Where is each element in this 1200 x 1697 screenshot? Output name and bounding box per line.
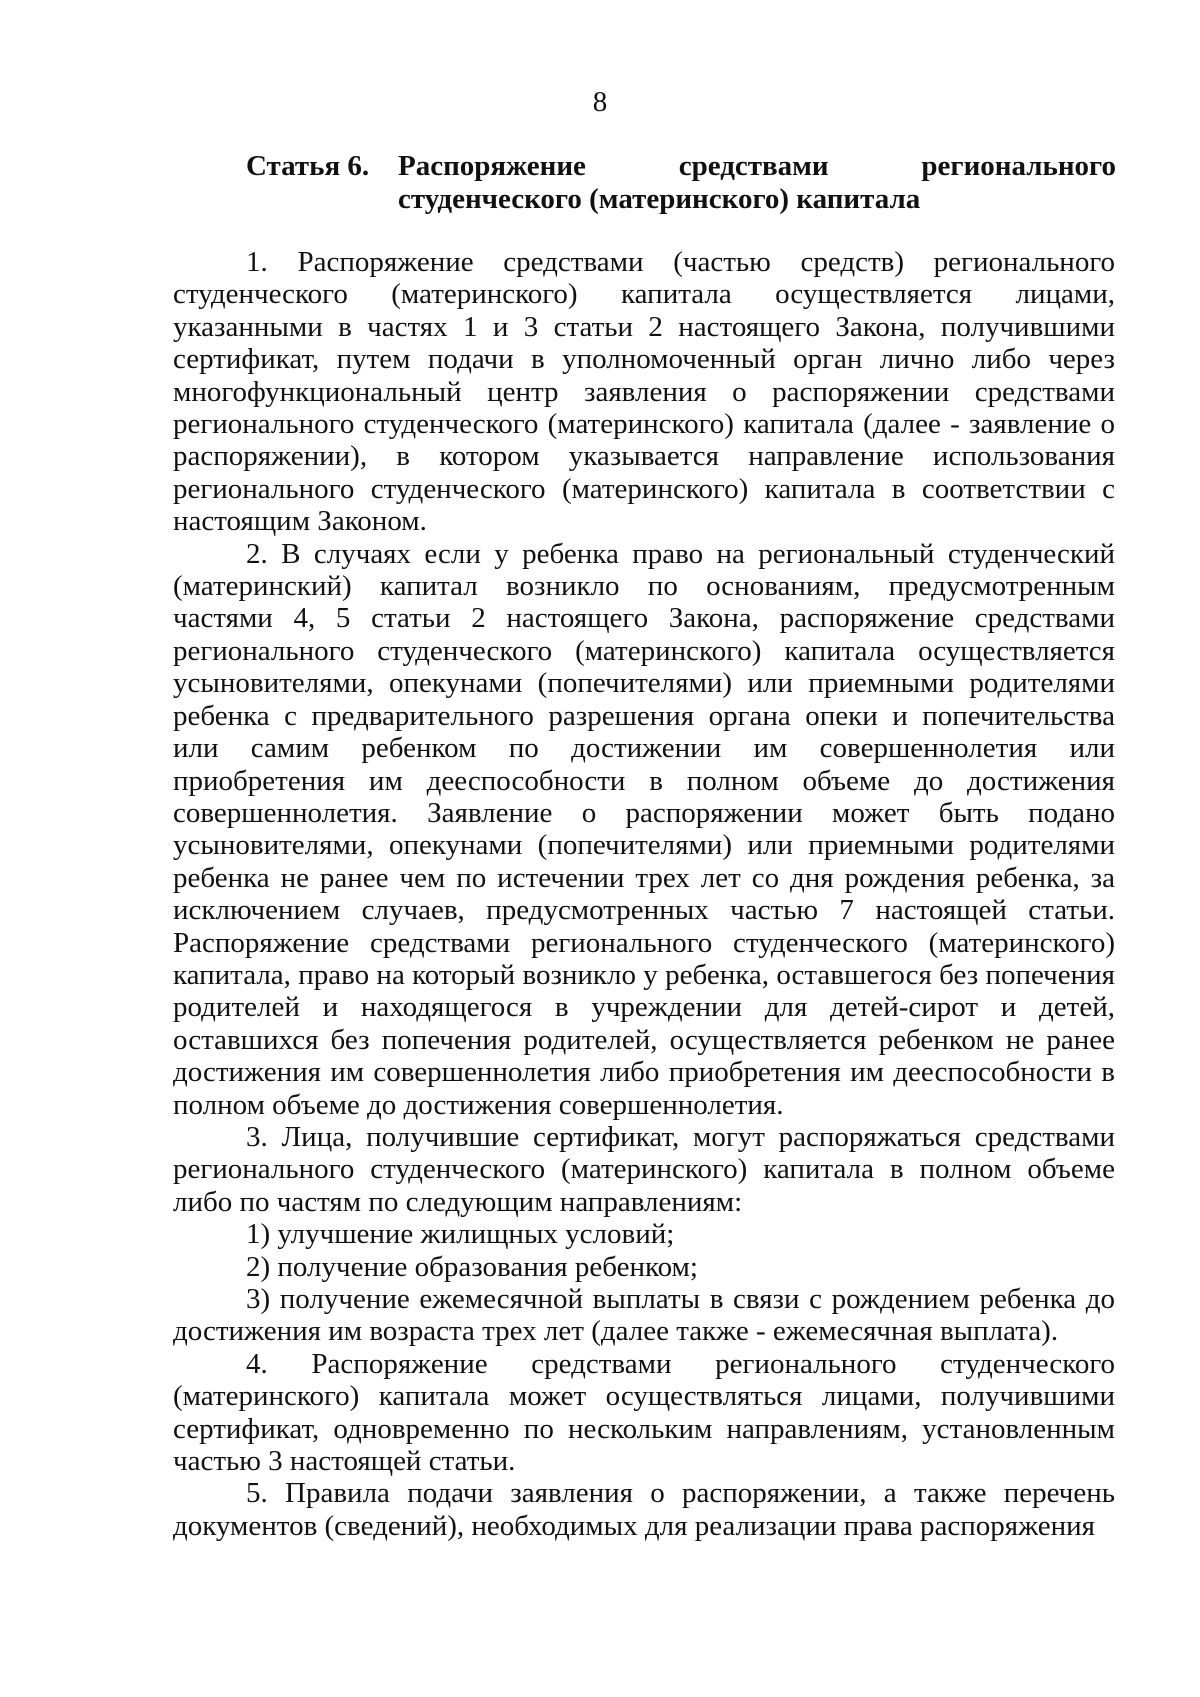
paragraph-part-4: 4. Распоряжение средствами регионального студенческого (материнского) капитала может осуществляться лицами, получившими сертификат, одновременно по нескольким направлениям, установленным частью 3 настоящей статьи. <box>173 1347 1115 1478</box>
article-body <box>173 246 1115 1542</box>
list-item-direction-2: 2) получение образования ребенком; <box>246 1250 698 1283</box>
paragraph-part-5: 5. Правила подачи заявления о распоряжении, а также перечень документов (сведений), необходимых для реализации права распоряжения <box>173 1477 1115 1542</box>
list-item-direction-3: 3) получение ежемесячной выплаты в связи с рождением ребенка до достижения им возраста трех лет (далее также - ежемесячная выплата). <box>173 1283 1115 1348</box>
article-number: Статья 6. <box>246 150 370 182</box>
paragraph-part-3: 3. Лица, получившие сертификат, могут распоряжаться средствами регионального студенческого (материнского) капитала в полном объеме либо по частям по следующим направлениям: <box>173 1120 1115 1218</box>
paragraph-part-2: 2. В случаях если у ребенка право на региональный студенческий (материнский) капитал возникло по основаниям, предусмотренным частями 4, 5 статьи 2 настоящего Закона, распоряжение средствами регионального студенческого (материнского) капитала осуществляется усыновителями, опекунами (попечителями) или приемными родителями ребенка с предварительного разрешения органа опеки и попечительства или самим ребенком по достижении им совершеннолетия или приобретения им дееспособности в полном объеме до достижения совершеннолетия. Заявление о распоряжении может быть подано усыновителями, опекунами (попечителями) или приемными родителями ребенка не ранее чем по истечении трех лет со дня рождения ребенка, за исключением случаев, предусмотренных частью 7 настоящей статьи. Распоряжение средствами регионального студенческого (материнского) капитала, право на который возникло у ребенка, оставшегося без попечения родителей и находящегося в учреждении для детей-сирот и детей, оставшихся без попечения родителей, осуществляется ребенком не ранее достижения им совершеннолетия либо приобретения им дееспособности в полном объеме до достижения совершеннолетия. <box>173 537 1115 1121</box>
page-number: 8 <box>592 86 608 118</box>
list-item-direction-1: 1) улучшение жилищных условий; <box>246 1218 675 1251</box>
article-title: Распоряжение средствами регионального студенческого (материнского) капитала <box>398 150 1116 215</box>
paragraph-part-1: 1. Распоряжение средствами (частью средств) регионального студенческого (материнского) капитала осуществляется лицами, указанными в частях 1 и 3 статьи 2 настоящего Закона, получившими сертификат, путем подачи в уполномоченный орган лично либо через многофункциональный центр заявления о распоряжении средствами регионального студенческого (материнского) капитала (далее - заявление о распоряжении), в котором указывается направление использования регионального студенческого (материнского) капитала в соответствии с настоящим Законом. <box>173 246 1115 538</box>
